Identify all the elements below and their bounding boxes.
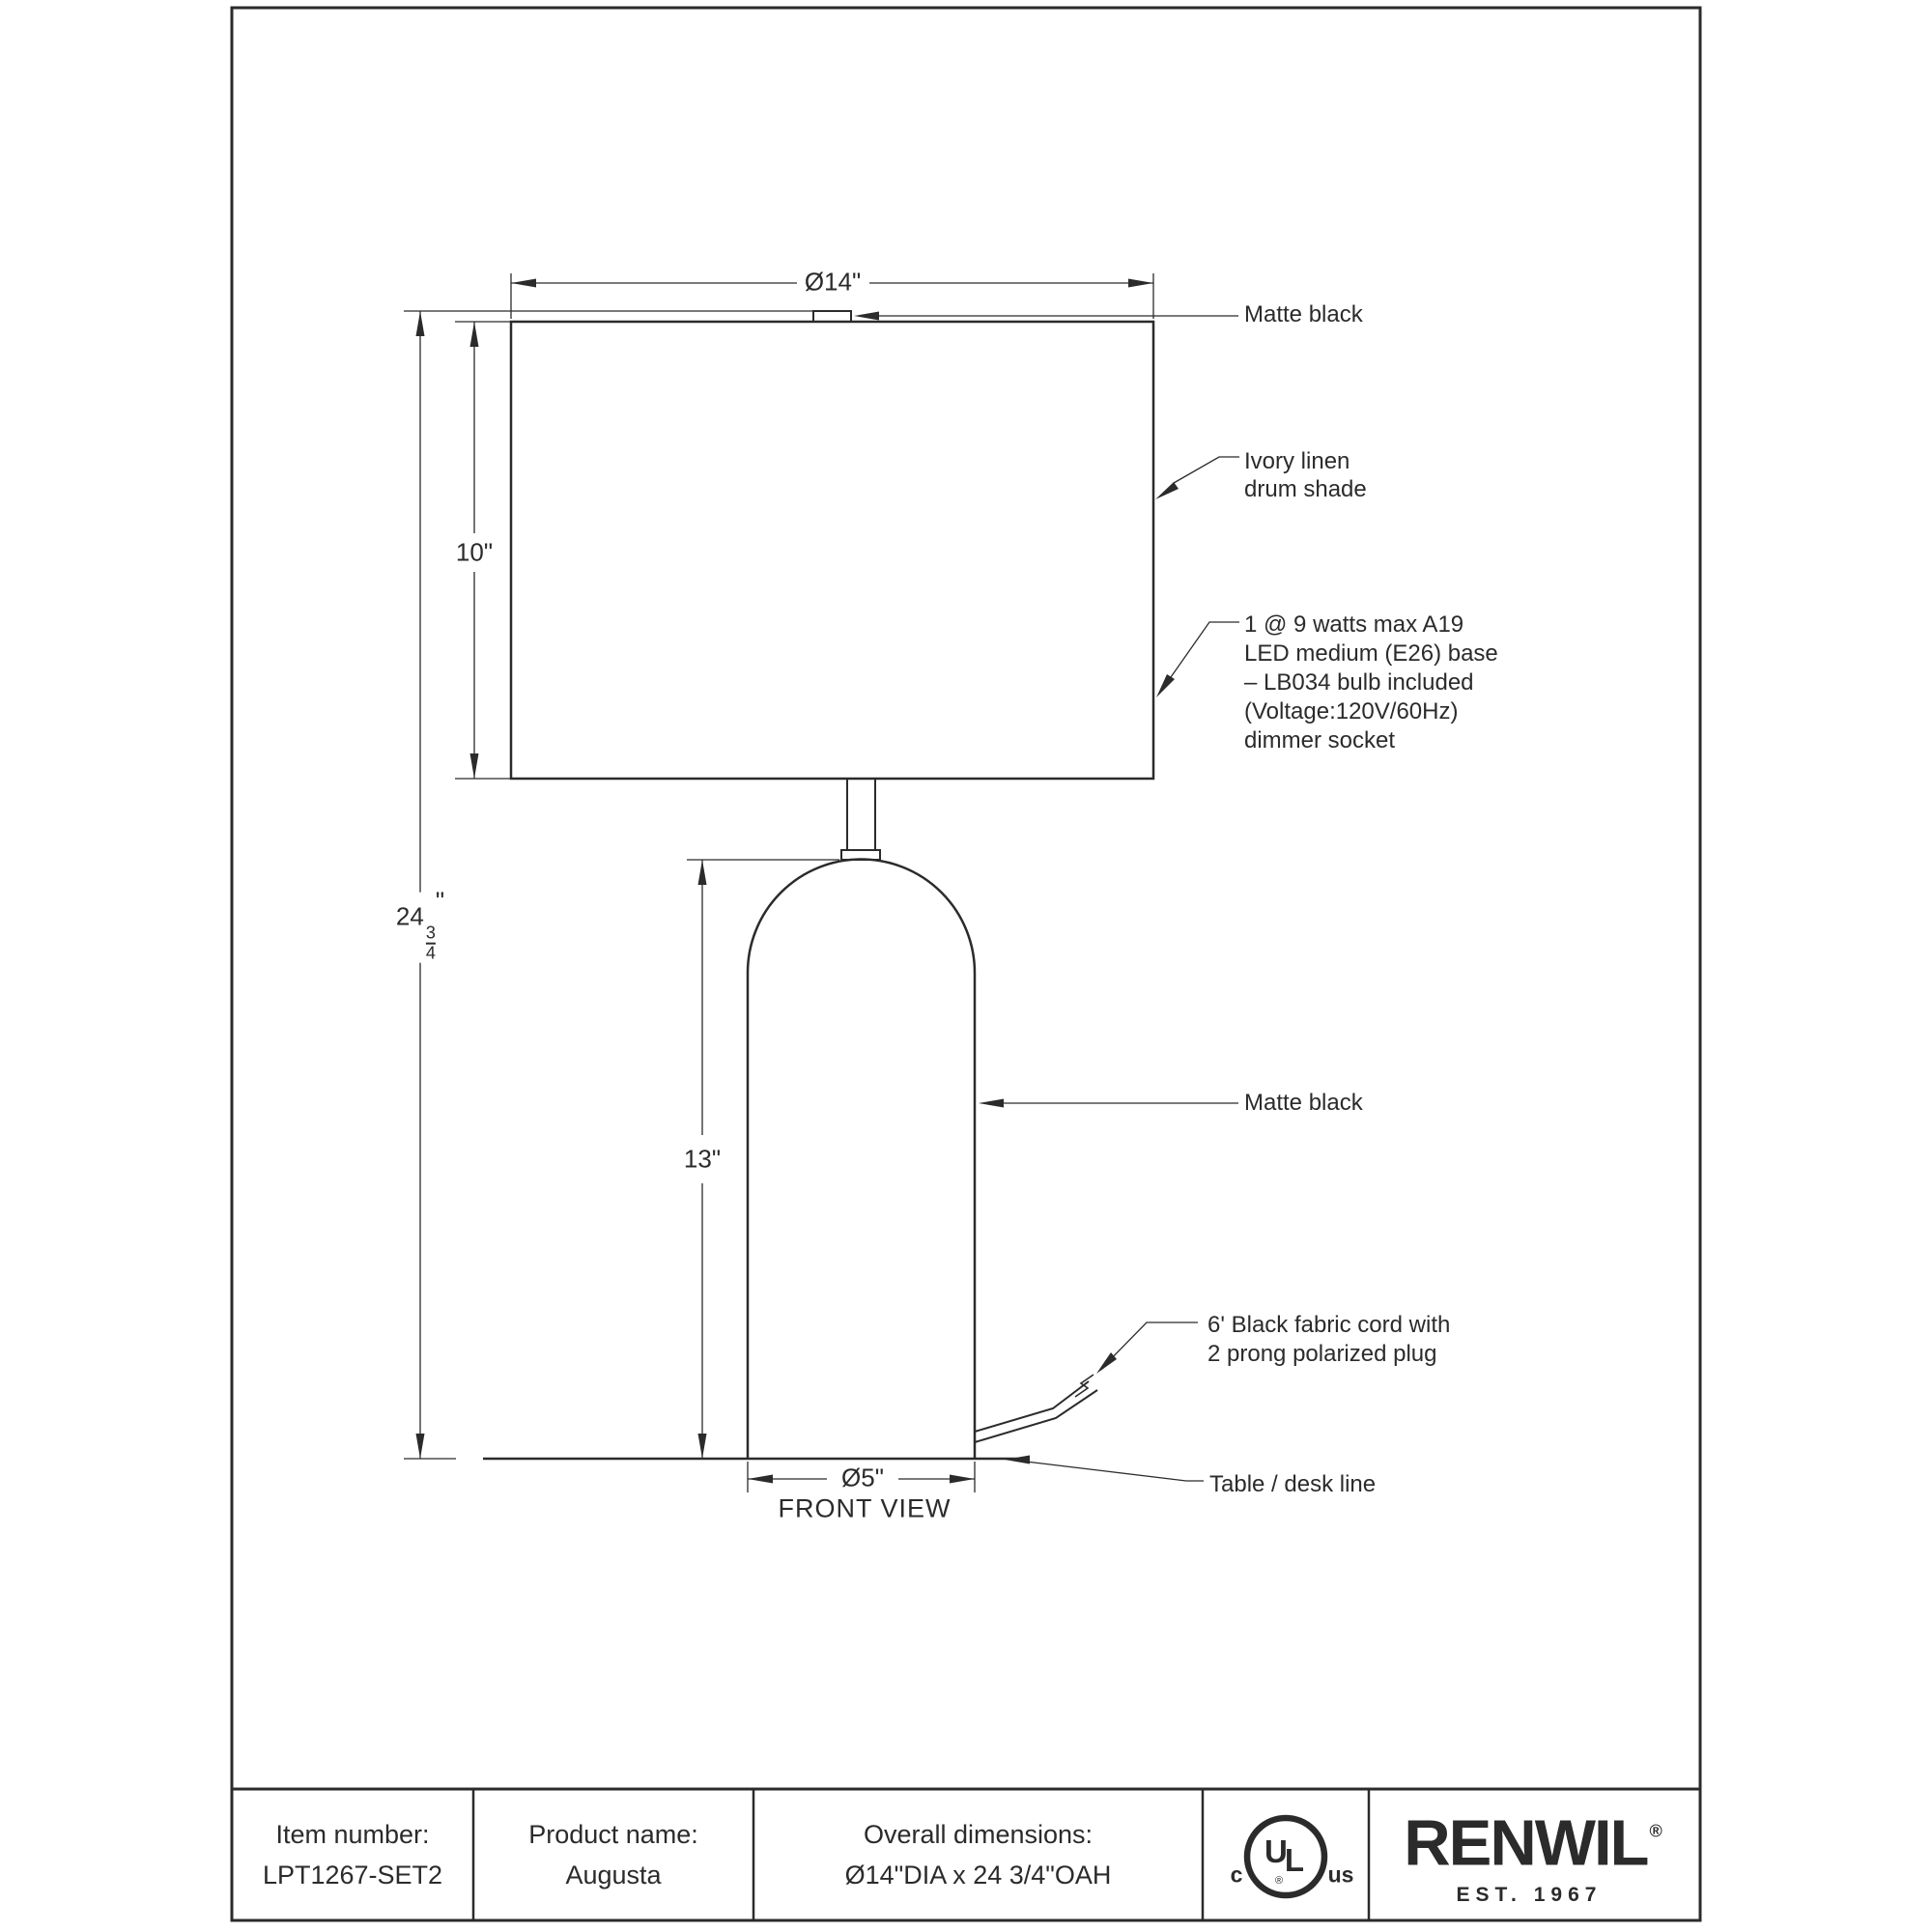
arrowhead	[950, 1475, 975, 1484]
arrowhead	[511, 279, 536, 288]
overall-height-label	[392, 886, 448, 963]
bulb-callout-line: – LB034 bulb included	[1244, 669, 1474, 696]
brand-tagline: EST. 1967	[1456, 1884, 1603, 1906]
finial	[813, 311, 851, 322]
finial-finish-callout: Matte black	[1244, 301, 1363, 327]
arrowhead	[698, 860, 707, 885]
arrowhead	[416, 311, 425, 336]
bulb-callout-line: dimmer socket	[1244, 727, 1396, 753]
ul-us-mark: us	[1327, 1861, 1354, 1888]
arrowhead	[470, 322, 479, 347]
shade-callout-line: Ivory linen	[1244, 448, 1350, 474]
table-line-callout: Table / desk line	[1209, 1471, 1377, 1497]
lamp-neck	[847, 779, 875, 850]
title-block-item-cell	[232, 1789, 473, 1920]
shade-height-label: 10"	[452, 538, 497, 568]
shade-callout	[1244, 447, 1367, 503]
bulb-callout-line: (Voltage:120V/60Hz)	[1244, 698, 1459, 724]
brand-name: RENWIL	[1404, 1806, 1648, 1880]
drum-shade-outline	[511, 322, 1153, 779]
overall-dimensions-value: Ø14"DIA x 24 3/4"OAH	[844, 1861, 1112, 1889]
ul-c-mark: c	[1230, 1861, 1243, 1888]
arrowhead	[470, 753, 479, 779]
body-height-label: 13"	[680, 1145, 724, 1175]
item-number-label: Item number:	[275, 1820, 430, 1849]
overall-dimensions-label: Overall dimensions:	[863, 1820, 1094, 1849]
cord-callout-line: 6' Black fabric cord with	[1208, 1312, 1451, 1338]
cord-line-lower	[975, 1390, 1097, 1442]
cord-callout	[1208, 1311, 1450, 1369]
arrowhead	[1155, 482, 1179, 499]
shade-diameter-label: Ø14"	[801, 268, 865, 298]
table-callout-leader	[1026, 1462, 1204, 1481]
inch-mark: "	[435, 886, 445, 916]
ul-registered-mark: ®	[1274, 1875, 1284, 1887]
body-finish-callout: Matte black	[1244, 1090, 1363, 1116]
bulb-callout-line: LED medium (E26) base	[1244, 640, 1498, 667]
title-block-dimensions-cell	[753, 1789, 1203, 1920]
base-diameter-label: Ø5"	[838, 1463, 888, 1493]
arrowhead	[416, 1434, 425, 1459]
lamp-body-outline	[748, 860, 975, 1460]
product-name-value: Augusta	[565, 1861, 662, 1889]
bulb-callout-leader	[1171, 622, 1239, 677]
title-block-product-cell	[473, 1789, 753, 1920]
page-border	[232, 8, 1700, 1920]
shade-callout-line: drum shade	[1244, 476, 1367, 502]
view-label: FRONT VIEW	[778, 1493, 952, 1523]
arrowheads	[416, 279, 1179, 1484]
overall-height-whole: 24	[395, 901, 424, 931]
fraction-numerator: 3	[425, 923, 436, 943]
arrowhead	[698, 1434, 707, 1459]
product-name-label: Product name:	[528, 1820, 698, 1849]
cord-callout-leader	[1101, 1322, 1198, 1369]
shade-callout-leader	[1174, 457, 1239, 483]
fraction-denominator: 4	[425, 943, 436, 963]
bulb-callout-line: 1 @ 9 watts max A19	[1244, 611, 1464, 638]
arrowhead	[1156, 674, 1175, 697]
arrowhead	[748, 1475, 773, 1484]
bulb-callout	[1244, 611, 1498, 755]
ul-letter-u: U	[1264, 1833, 1288, 1869]
cord-callout-line: 2 prong polarized plug	[1208, 1341, 1437, 1367]
arrowhead	[854, 312, 879, 321]
item-number-value: LPT1267-SET2	[262, 1861, 443, 1889]
arrowhead	[1005, 1456, 1030, 1464]
arrowhead	[1128, 279, 1153, 288]
overall-height-fraction	[426, 923, 436, 962]
ul-logo-letters	[1264, 1833, 1307, 1878]
brand-logo	[1404, 1806, 1661, 1881]
brand-registered-mark: ®	[1649, 1821, 1662, 1841]
arrowhead	[979, 1099, 1004, 1108]
ul-letter-l: L	[1284, 1842, 1305, 1878]
